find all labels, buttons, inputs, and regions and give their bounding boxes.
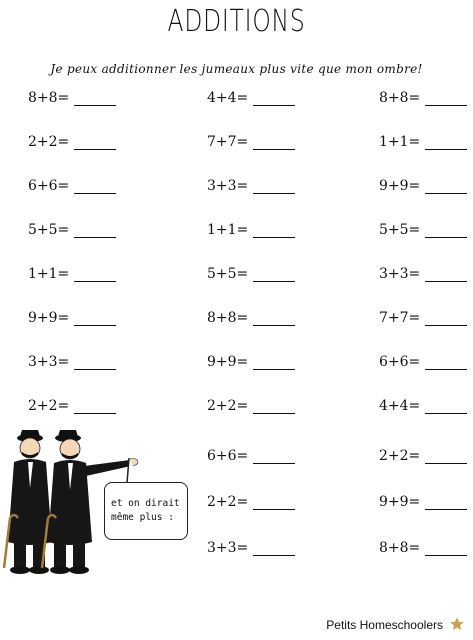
answer-blank[interactable]	[425, 135, 467, 150]
answer-blank[interactable]	[253, 355, 295, 370]
equation-item: 2+2=	[28, 134, 116, 154]
equation-item: 4+4=	[379, 398, 467, 418]
answer-blank[interactable]	[425, 223, 467, 238]
answer-blank[interactable]	[253, 449, 295, 464]
answer-blank[interactable]	[74, 91, 116, 106]
answer-blank[interactable]	[425, 399, 467, 414]
answer-blank[interactable]	[425, 449, 467, 464]
answer-blank[interactable]	[253, 135, 295, 150]
answer-blank[interactable]	[74, 311, 116, 326]
answer-blank[interactable]	[425, 495, 467, 510]
equation-item: 2+2=	[379, 448, 467, 468]
equation-item: 9+9=	[28, 310, 116, 330]
answer-blank[interactable]	[425, 355, 467, 370]
answer-blank[interactable]	[425, 179, 467, 194]
star-icon	[449, 616, 465, 632]
equation-item: 7+7=	[379, 310, 467, 330]
speech-bubble-text: et on dirait même plus :	[111, 498, 180, 523]
answer-blank[interactable]	[253, 267, 295, 282]
equation-item: 2+2=	[207, 398, 295, 418]
equation-item: 2+2=	[207, 494, 295, 514]
equation-item: 3+3=	[379, 266, 467, 286]
equation-item: 6+6=	[207, 448, 295, 468]
answer-blank[interactable]	[425, 91, 467, 106]
equation-item: 6+6=	[379, 354, 467, 374]
equation-item: 3+3=	[207, 178, 295, 198]
equation-item: 5+5=	[28, 222, 116, 242]
answer-blank[interactable]	[74, 223, 116, 238]
speech-bubble-tail	[125, 458, 145, 484]
answer-blank[interactable]	[74, 355, 116, 370]
equation-item: 2+2=	[28, 398, 116, 418]
answer-blank[interactable]	[74, 399, 116, 414]
equation-item: 7+7=	[207, 134, 295, 154]
answer-blank[interactable]	[74, 267, 116, 282]
page-title: ADDITIONS	[167, 4, 306, 39]
speech-bubble	[104, 482, 188, 540]
equation-item: 8+8=	[28, 90, 116, 110]
answer-blank[interactable]	[253, 495, 295, 510]
page-subtitle: Je peux additionner les jumeaux plus vite que mon ombre!	[50, 62, 423, 76]
equation-item: 5+5=	[379, 222, 467, 242]
answer-blank[interactable]	[253, 399, 295, 414]
answer-blank[interactable]	[74, 135, 116, 150]
answer-blank[interactable]	[74, 179, 116, 194]
equation-item: 9+9=	[379, 494, 467, 514]
answer-blank[interactable]	[425, 311, 467, 326]
answer-blank[interactable]	[425, 267, 467, 282]
equation-item: 3+3=	[28, 354, 116, 374]
answer-blank[interactable]	[425, 541, 467, 556]
equation-item: 5+5=	[207, 266, 295, 286]
answer-blank[interactable]	[253, 223, 295, 238]
equation-item: 8+8=	[379, 540, 467, 560]
equation-item: 6+6=	[28, 178, 116, 198]
equation-item: 1+1=	[379, 134, 467, 154]
answer-blank[interactable]	[253, 91, 295, 106]
answer-blank[interactable]	[253, 541, 295, 556]
equation-item: 1+1=	[28, 266, 116, 286]
equation-item: 3+3=	[207, 540, 295, 560]
equation-item: 4+4=	[207, 90, 295, 110]
footer-brand: Petits Homeschoolers	[326, 618, 443, 632]
equation-item: 1+1=	[207, 222, 295, 242]
equation-item: 9+9=	[379, 178, 467, 198]
equation-item: 9+9=	[207, 354, 295, 374]
answer-blank[interactable]	[253, 179, 295, 194]
equation-item: 8+8=	[379, 90, 467, 110]
answer-blank[interactable]	[253, 311, 295, 326]
equation-item: 8+8=	[207, 310, 295, 330]
